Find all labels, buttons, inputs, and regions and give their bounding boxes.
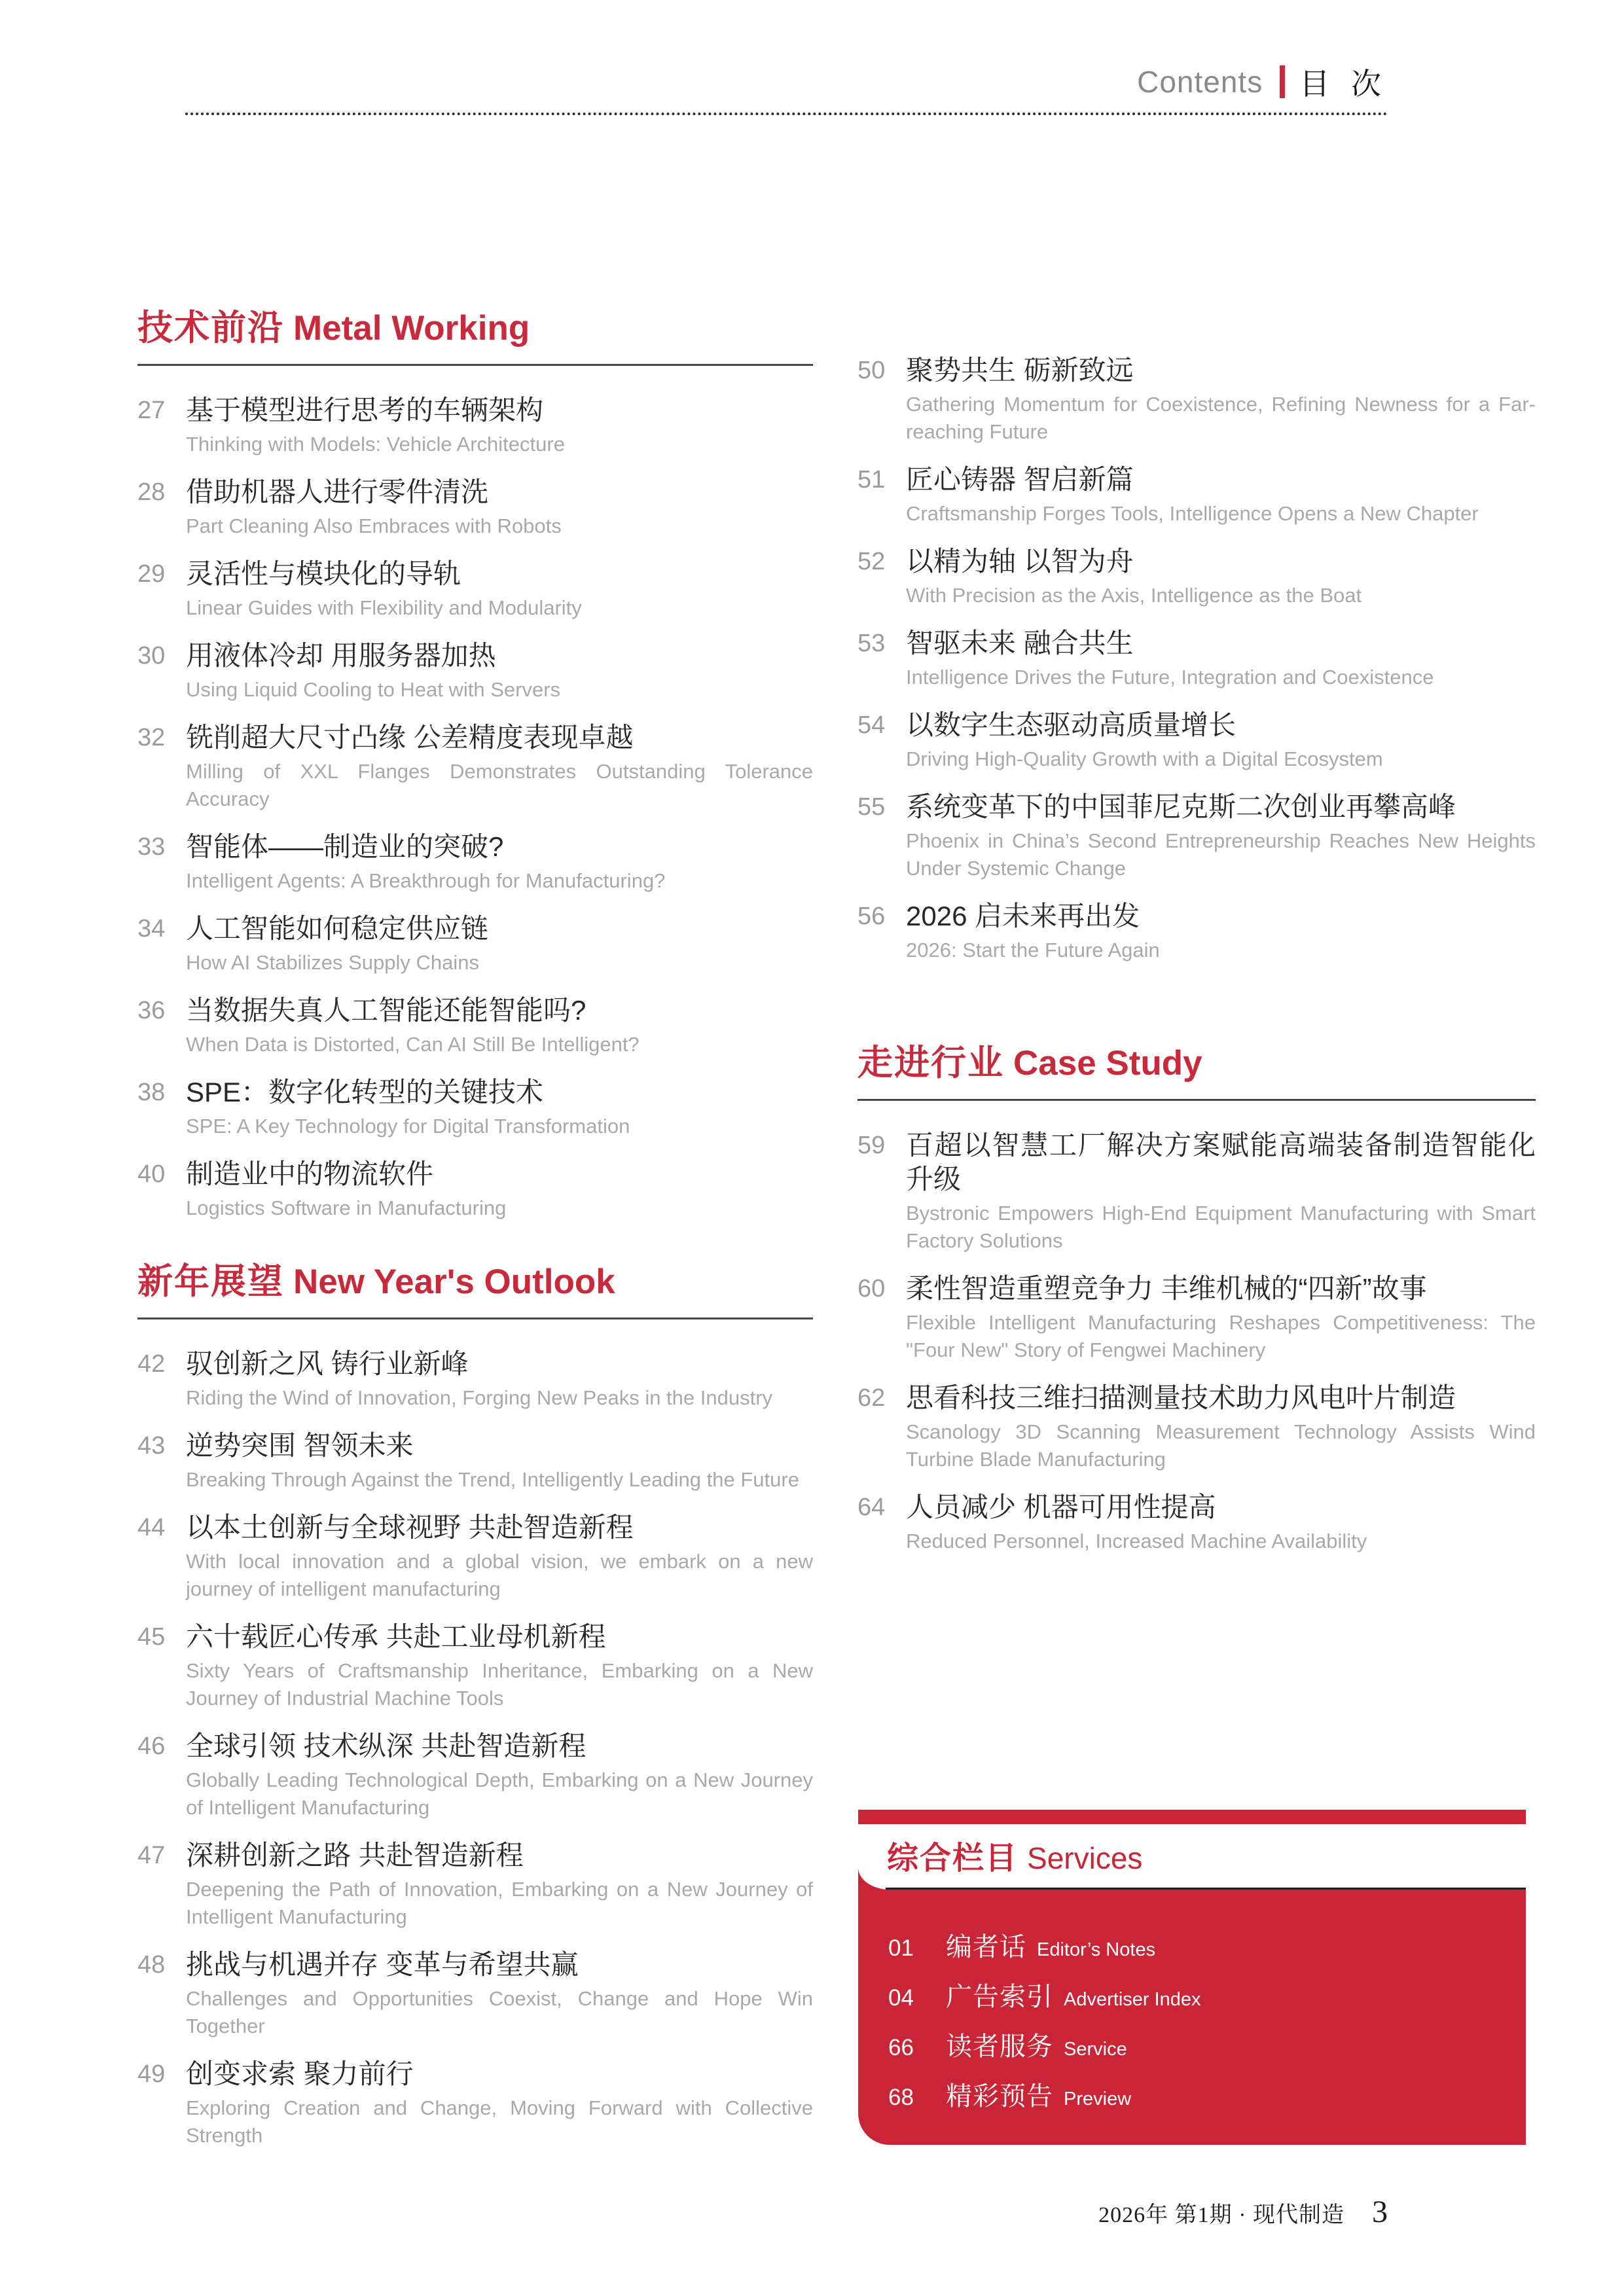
item-body: [906, 353, 1536, 446]
item-title-cn: 铣削超大尺寸凸缘 公差精度表现卓越: [186, 722, 634, 753]
page-footer: [1098, 2194, 1388, 2230]
item-body: [186, 1729, 813, 1821]
item-page-number: 47: [137, 1842, 166, 1869]
item-page-number: 50: [857, 357, 886, 384]
item-body: [906, 1381, 1536, 1473]
item-subtitle-en: With local innovation and a global vision, we embark on a new journey of intelligent manufacturing: [186, 1550, 813, 1600]
section-rule: [857, 1099, 1536, 1101]
toc-item: [137, 721, 813, 813]
toc-section: [857, 1043, 1536, 1555]
item-page-number: 54: [857, 711, 886, 739]
left-column: [137, 308, 813, 2166]
item-page-number: 64: [857, 1494, 886, 1521]
item-title-cn: 基于模型进行思考的车辆架构: [186, 395, 544, 425]
toc-item: [857, 1490, 1536, 1555]
item-subtitle-en: Logistics Software in Manufacturing: [186, 1196, 507, 1219]
item-subtitle-en: Exploring Creation and Change, Moving Forward with Collective Strength: [186, 2096, 813, 2147]
section-heading-en: New Year's Outlook: [293, 1263, 615, 1301]
item-title-cn: 以精为轴 以智为舟: [906, 546, 1134, 577]
services-item-en: Advertiser Index: [1064, 1989, 1201, 2010]
item-subtitle-en: Reduced Personnel, Increased Machine Availability: [906, 1530, 1367, 1552]
item-page-number: 51: [857, 466, 886, 493]
section-rule: [137, 1318, 813, 1319]
item-subtitle-en: Scanology 3D Scanning Measurement Technology Assists Wind Turbine Blade Manufacturing: [906, 1420, 1536, 1471]
services-top-band: [858, 1810, 1526, 1824]
toc-item: [857, 708, 1536, 773]
section-items: [137, 393, 813, 1222]
right-column: [857, 308, 1536, 1572]
section-heading-cn: 走进行业: [857, 1043, 1004, 1083]
item-title-cn: 人工智能如何稳定供应链: [186, 913, 489, 944]
section-rule: [137, 364, 813, 366]
toc-item: [857, 626, 1536, 691]
item-subtitle-en: Sixty Years of Craftsmanship Inheritance, Embarking on a New Journey of Industrial Machine Tools: [186, 1659, 813, 1710]
item-body: [906, 626, 1536, 691]
toc-item: [137, 1075, 813, 1140]
right-column-sections: [857, 1043, 1536, 1555]
item-title-cn: 思看科技三维扫描测量技术助力风电叶片制造: [906, 1382, 1456, 1413]
item-body: [906, 1128, 1536, 1255]
toc-item: [137, 1729, 813, 1821]
toc-item: [857, 1381, 1536, 1473]
item-subtitle-en: 2026: Start the Future Again: [906, 939, 1160, 961]
item-title-cn: 以数字生态驱动高质量增长: [906, 709, 1236, 740]
item-subtitle-en: Gathering Momentum for Coexistence, Refining Newness for a Far-reaching Future: [906, 393, 1536, 443]
item-body: [906, 899, 1536, 964]
item-subtitle-en: Flexible Intelligent Manufacturing Reshapes Competitiveness: The "Four New" Story of Fengwei Machinery: [906, 1311, 1536, 1361]
item-page-number: 48: [137, 1951, 166, 1979]
toc-item: [857, 1128, 1536, 1255]
services-heading: [887, 1833, 1142, 1878]
item-page-number: 56: [857, 903, 886, 930]
item-subtitle-en: Phoenix in China’s Second Entrepreneurship Reaches New Heights Under Systemic Change: [906, 829, 1536, 880]
toc-item: [857, 1272, 1536, 1364]
contents-title-en: Contents: [1137, 65, 1263, 99]
toc-item: [137, 1511, 813, 1603]
item-body: [186, 1075, 813, 1140]
item-page-number: 32: [137, 724, 166, 751]
item-title-cn: 匠心铸器 智启新篇: [906, 464, 1134, 495]
item-subtitle-en: Challenges and Opportunities Coexist, Change and Hope Win Together: [186, 1987, 813, 2037]
section-heading-en: Case Study: [1013, 1044, 1202, 1083]
item-title-cn: 百超以智慧工厂解决方案赋能高端装备制造智能化升级: [906, 1130, 1536, 1194]
item-page-number: 38: [137, 1079, 166, 1106]
item-title-cn: 制造业中的物流软件: [186, 1158, 434, 1189]
item-subtitle-en: Craftsmanship Forges Tools, Intelligence Opens a New Chapter: [906, 502, 1479, 525]
item-title-cn: 六十载匠心传承 共赴工业母机新程: [186, 1621, 606, 1652]
toc-item: [857, 545, 1536, 609]
item-body: [186, 912, 813, 977]
item-body: [186, 2057, 813, 2149]
toc-item: [137, 1948, 813, 2040]
item-page-number: 62: [857, 1384, 886, 1412]
section-heading: [857, 1043, 1536, 1090]
item-title-cn: 智能体——制造业的突破?: [186, 831, 504, 862]
item-page-number: 59: [857, 1132, 886, 1159]
item-title-cn: 聚势共生 砺新致远: [906, 355, 1134, 386]
item-page-number: 34: [137, 915, 166, 942]
item-page-number: 43: [137, 1432, 166, 1460]
header-red-bar: [1280, 65, 1285, 98]
item-body: [906, 545, 1536, 609]
item-title-cn: 借助机器人进行零件清洗: [186, 476, 489, 507]
toc-item: [137, 557, 813, 622]
item-title-cn: 2026 启未来再出发: [906, 901, 1140, 931]
item-title-cn: 当数据失真人工智能还能智能吗?: [186, 995, 586, 1026]
services-item-page: 01: [888, 1935, 914, 1961]
item-title-cn: 人员减少 机器可用性提高: [906, 1492, 1216, 1522]
toc-item: [137, 1347, 813, 1412]
item-title-cn: 逆势突围 智领未来: [186, 1430, 414, 1461]
toc-item: [137, 830, 813, 895]
item-page-number: 55: [857, 793, 886, 821]
services-rule: [886, 1888, 1526, 1890]
item-page-number: 30: [137, 642, 166, 670]
item-subtitle-en: Linear Guides with Flexibility and Modularity: [186, 596, 582, 619]
item-body: [186, 721, 813, 813]
toc-item: [137, 912, 813, 977]
contents-title-cn: 目 次: [1299, 67, 1388, 101]
item-body: [906, 1272, 1536, 1364]
services-item: [888, 2026, 1510, 2063]
toc-item: [857, 790, 1536, 882]
item-title-cn: 创变求索 聚力前行: [186, 2058, 414, 2089]
outlook-continued-items: [857, 353, 1536, 964]
services-item-page: 68: [888, 2085, 914, 2110]
item-subtitle-en: Bystronic Empowers High-End Equipment Manufacturing with Smart Factory Solutions: [906, 1202, 1536, 1252]
toc-item: [137, 994, 813, 1058]
section-heading-cn: 技术前沿: [137, 308, 284, 348]
item-page-number: 53: [857, 630, 886, 657]
section-heading-en: Metal Working: [293, 309, 530, 348]
item-subtitle-en: Deepening the Path of Innovation, Embarking on a New Journey of Intelligent Manufacturing: [186, 1878, 813, 1928]
item-body: [186, 393, 813, 458]
services-heading-en: Services: [1027, 1841, 1143, 1875]
services-item-cn: 编者话: [946, 1933, 1026, 1962]
item-page-number: 42: [137, 1350, 166, 1378]
services-item: [888, 1976, 1510, 2013]
item-subtitle-en: Part Cleaning Also Embraces with Robots: [186, 514, 562, 537]
services-item-page: 66: [888, 2035, 914, 2060]
toc-item: [137, 475, 813, 540]
toc-item: [137, 1839, 813, 1931]
item-title-cn: 灵活性与模块化的导轨: [186, 558, 461, 589]
item-page-number: 40: [137, 1160, 166, 1188]
item-title-cn: 用液体冷却 用服务器加热: [186, 640, 496, 671]
item-page-number: 29: [137, 560, 166, 588]
item-title-cn: 柔性智造重塑竞争力 丰维机械的“四新”故事: [906, 1273, 1427, 1304]
item-body: [186, 1429, 813, 1494]
item-body: [186, 1620, 813, 1712]
item-page-number: 28: [137, 478, 166, 506]
toc-section: [137, 1261, 813, 2149]
item-subtitle-en: Globally Leading Technological Depth, Embarking on a New Journey of Intelligent Manufacturing: [186, 1768, 813, 1819]
section-heading: [137, 308, 813, 355]
item-body: [906, 708, 1536, 773]
toc-item: [857, 463, 1536, 528]
item-body: [186, 557, 813, 622]
section-items: [857, 1128, 1536, 1555]
services-item-en: Service: [1064, 2039, 1127, 2060]
page-header: [1137, 60, 1388, 103]
services-items: [888, 1926, 1510, 2113]
toc-item: [137, 639, 813, 704]
item-page-number: 52: [857, 548, 886, 575]
item-subtitle-en: How AI Stabilizes Supply Chains: [186, 951, 480, 974]
services-item-cn: 精彩预告: [946, 2082, 1053, 2111]
toc-item: [857, 899, 1536, 964]
services-heading-cn: 综合栏目: [887, 1841, 1019, 1876]
section-heading: [137, 1261, 813, 1309]
item-body: [186, 994, 813, 1058]
item-body: [906, 790, 1536, 882]
item-title-cn: 系统变革下的中国菲尼克斯二次创业再攀高峰: [906, 791, 1456, 822]
section-heading-cn: 新年展望: [137, 1262, 284, 1301]
services-item: [888, 1926, 1510, 1964]
header-dotted-rule: [185, 113, 1388, 115]
item-body: [186, 830, 813, 895]
item-page-number: 44: [137, 1514, 166, 1541]
footer-issue: 2026年 第1期 · 现代制造: [1098, 2203, 1344, 2227]
item-title-cn: 深耕创新之路 共赴智造新程: [186, 1840, 524, 1871]
item-body: [906, 463, 1536, 528]
toc-section: [137, 308, 813, 1222]
item-body: [186, 1511, 813, 1603]
footer-page-number: 3: [1372, 2195, 1388, 2229]
item-title-cn: 全球引领 技术纵深 共赴智造新程: [186, 1731, 586, 1761]
item-title-cn: 挑战与机遇并存 变革与希望共赢: [186, 1949, 579, 1980]
item-body: [186, 1347, 813, 1412]
item-body: [186, 639, 813, 704]
services-item-cn: 读者服务: [946, 2032, 1053, 2061]
services-item-en: Editor’s Notes: [1037, 1939, 1156, 1960]
services-item-page: 04: [888, 1985, 914, 2011]
toc-item: [857, 353, 1536, 446]
item-page-number: 45: [137, 1623, 166, 1651]
item-subtitle-en: When Data is Distorted, Can AI Still Be Intelligent?: [186, 1033, 640, 1056]
item-title-cn: 智驱未来 融合共生: [906, 628, 1134, 658]
services-item-en: Preview: [1064, 2089, 1132, 2109]
item-body: [186, 1948, 813, 2040]
services-item: [888, 2075, 1510, 2113]
services-item-cn: 广告索引: [946, 1982, 1053, 2011]
toc-item: [137, 1157, 813, 1222]
section-items: [137, 1347, 813, 2149]
toc-item: [137, 1429, 813, 1494]
item-subtitle-en: Thinking with Models: Vehicle Architecture: [186, 433, 565, 456]
item-subtitle-en: Using Liquid Cooling to Heat with Servers: [186, 678, 561, 701]
item-page-number: 49: [137, 2060, 166, 2088]
item-subtitle-en: Breaking Through Against the Trend, Intelligently Leading the Future: [186, 1468, 799, 1491]
item-subtitle-en: Intelligence Drives the Future, Integration and Coexistence: [906, 666, 1434, 689]
item-page-number: 33: [137, 833, 166, 861]
item-page-number: 36: [137, 997, 166, 1024]
item-title-cn: SPE：数字化转型的关键技术: [186, 1077, 544, 1107]
toc-item: [137, 2057, 813, 2149]
item-page-number: 46: [137, 1732, 166, 1760]
services-red-panel: [858, 1867, 1526, 2145]
item-subtitle-en: Milling of XXL Flanges Demonstrates Outstanding Tolerance Accuracy: [186, 760, 813, 810]
item-subtitle-en: With Precision as the Axis, Intelligence as the Boat: [906, 584, 1362, 607]
toc-item: [137, 393, 813, 458]
item-page-number: 60: [857, 1275, 886, 1302]
item-subtitle-en: SPE: A Key Technology for Digital Transformation: [186, 1115, 630, 1138]
item-body: [186, 1157, 813, 1222]
toc-item: [137, 1620, 813, 1712]
item-subtitle-en: Intelligent Agents: A Breakthrough for Manufacturing?: [186, 869, 666, 892]
item-body: [906, 1490, 1536, 1555]
item-body: [186, 475, 813, 540]
item-body: [186, 1839, 813, 1931]
item-title-cn: 以本土创新与全球视野 共赴智造新程: [186, 1512, 634, 1543]
item-subtitle-en: Riding the Wind of Innovation, Forging New Peaks in the Industry: [186, 1386, 773, 1409]
item-page-number: 27: [137, 397, 166, 424]
item-title-cn: 驭创新之风 铸行业新峰: [186, 1348, 469, 1379]
item-subtitle-en: Driving High-Quality Growth with a Digital Ecosystem: [906, 747, 1383, 770]
